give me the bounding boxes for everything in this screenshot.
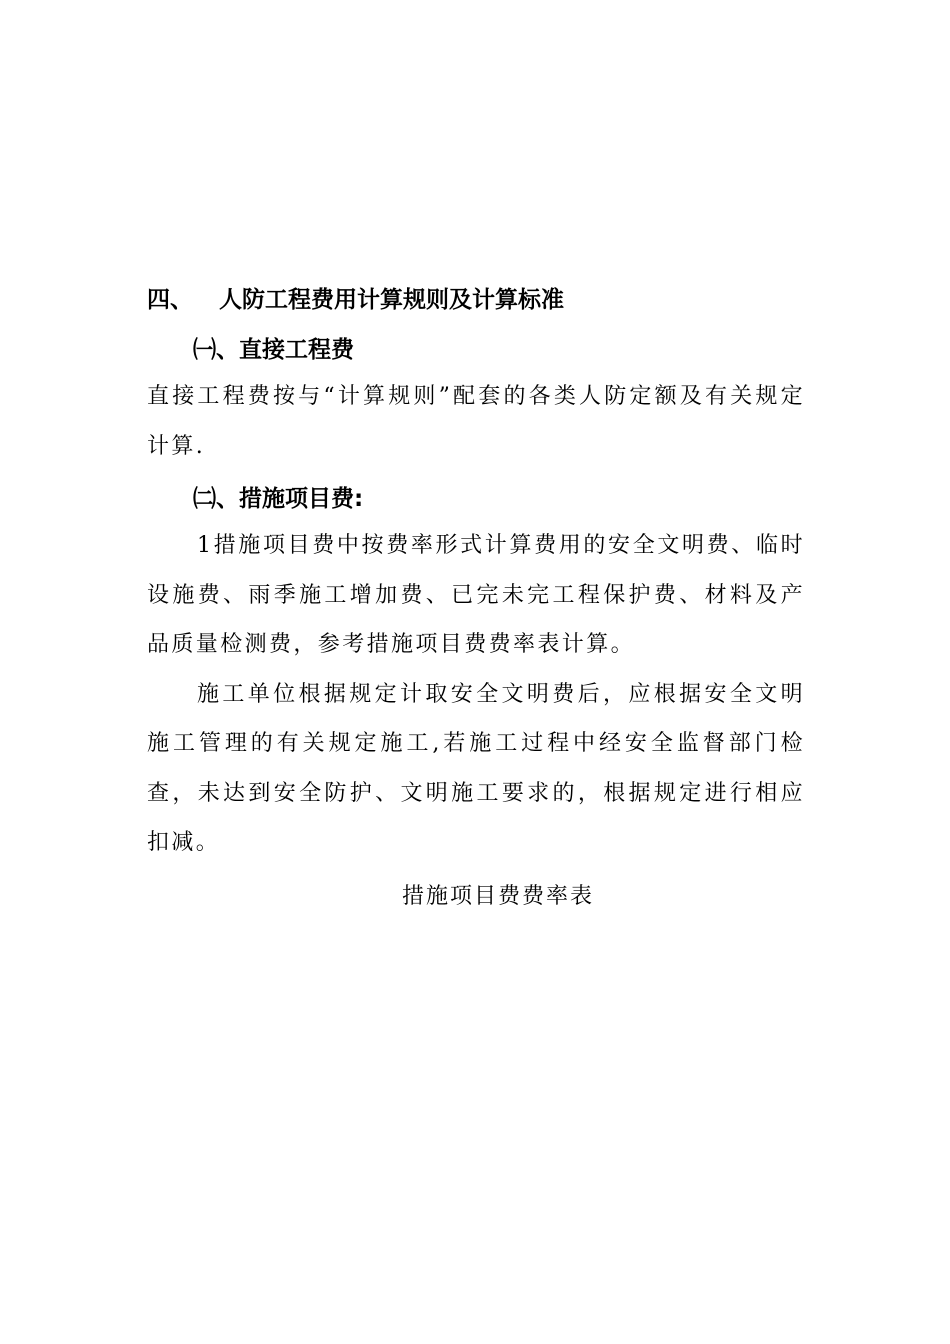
- page-content: [147, 278, 805, 921]
- rate-table-caption: 措施项目费费率表: [401, 883, 594, 909]
- section-title: 人防工程费用计算规则及计算标准: [219, 287, 564, 313]
- measures-paragraph-1: 1措施项目费中按费率形式计算费用的安全文明费、临时设施费、雨季施工增加费、已完未完工程保护费、材料及产品质量检测费，参考措施项目费费率表计算。: [147, 533, 805, 657]
- section-heading: [147, 278, 805, 322]
- section-number: 四、: [147, 287, 193, 313]
- measures-cost-heading: ㈡、措施项目费:: [193, 486, 364, 512]
- direct-cost-paragraph: 直接工程费按与“计算规则”配套的各类人防定额及有关规定计算.: [147, 384, 805, 459]
- direct-cost-heading: ㈠、直接工程费: [193, 337, 354, 363]
- measures-paragraph-2: 施工单位根据规定计取安全文明费后，应根据安全文明施工管理的有关规定施工,若施工过程中经安全监督部门检查，未达到安全防护、文明施工要求的，根据规定进行相应扣减。: [147, 681, 805, 855]
